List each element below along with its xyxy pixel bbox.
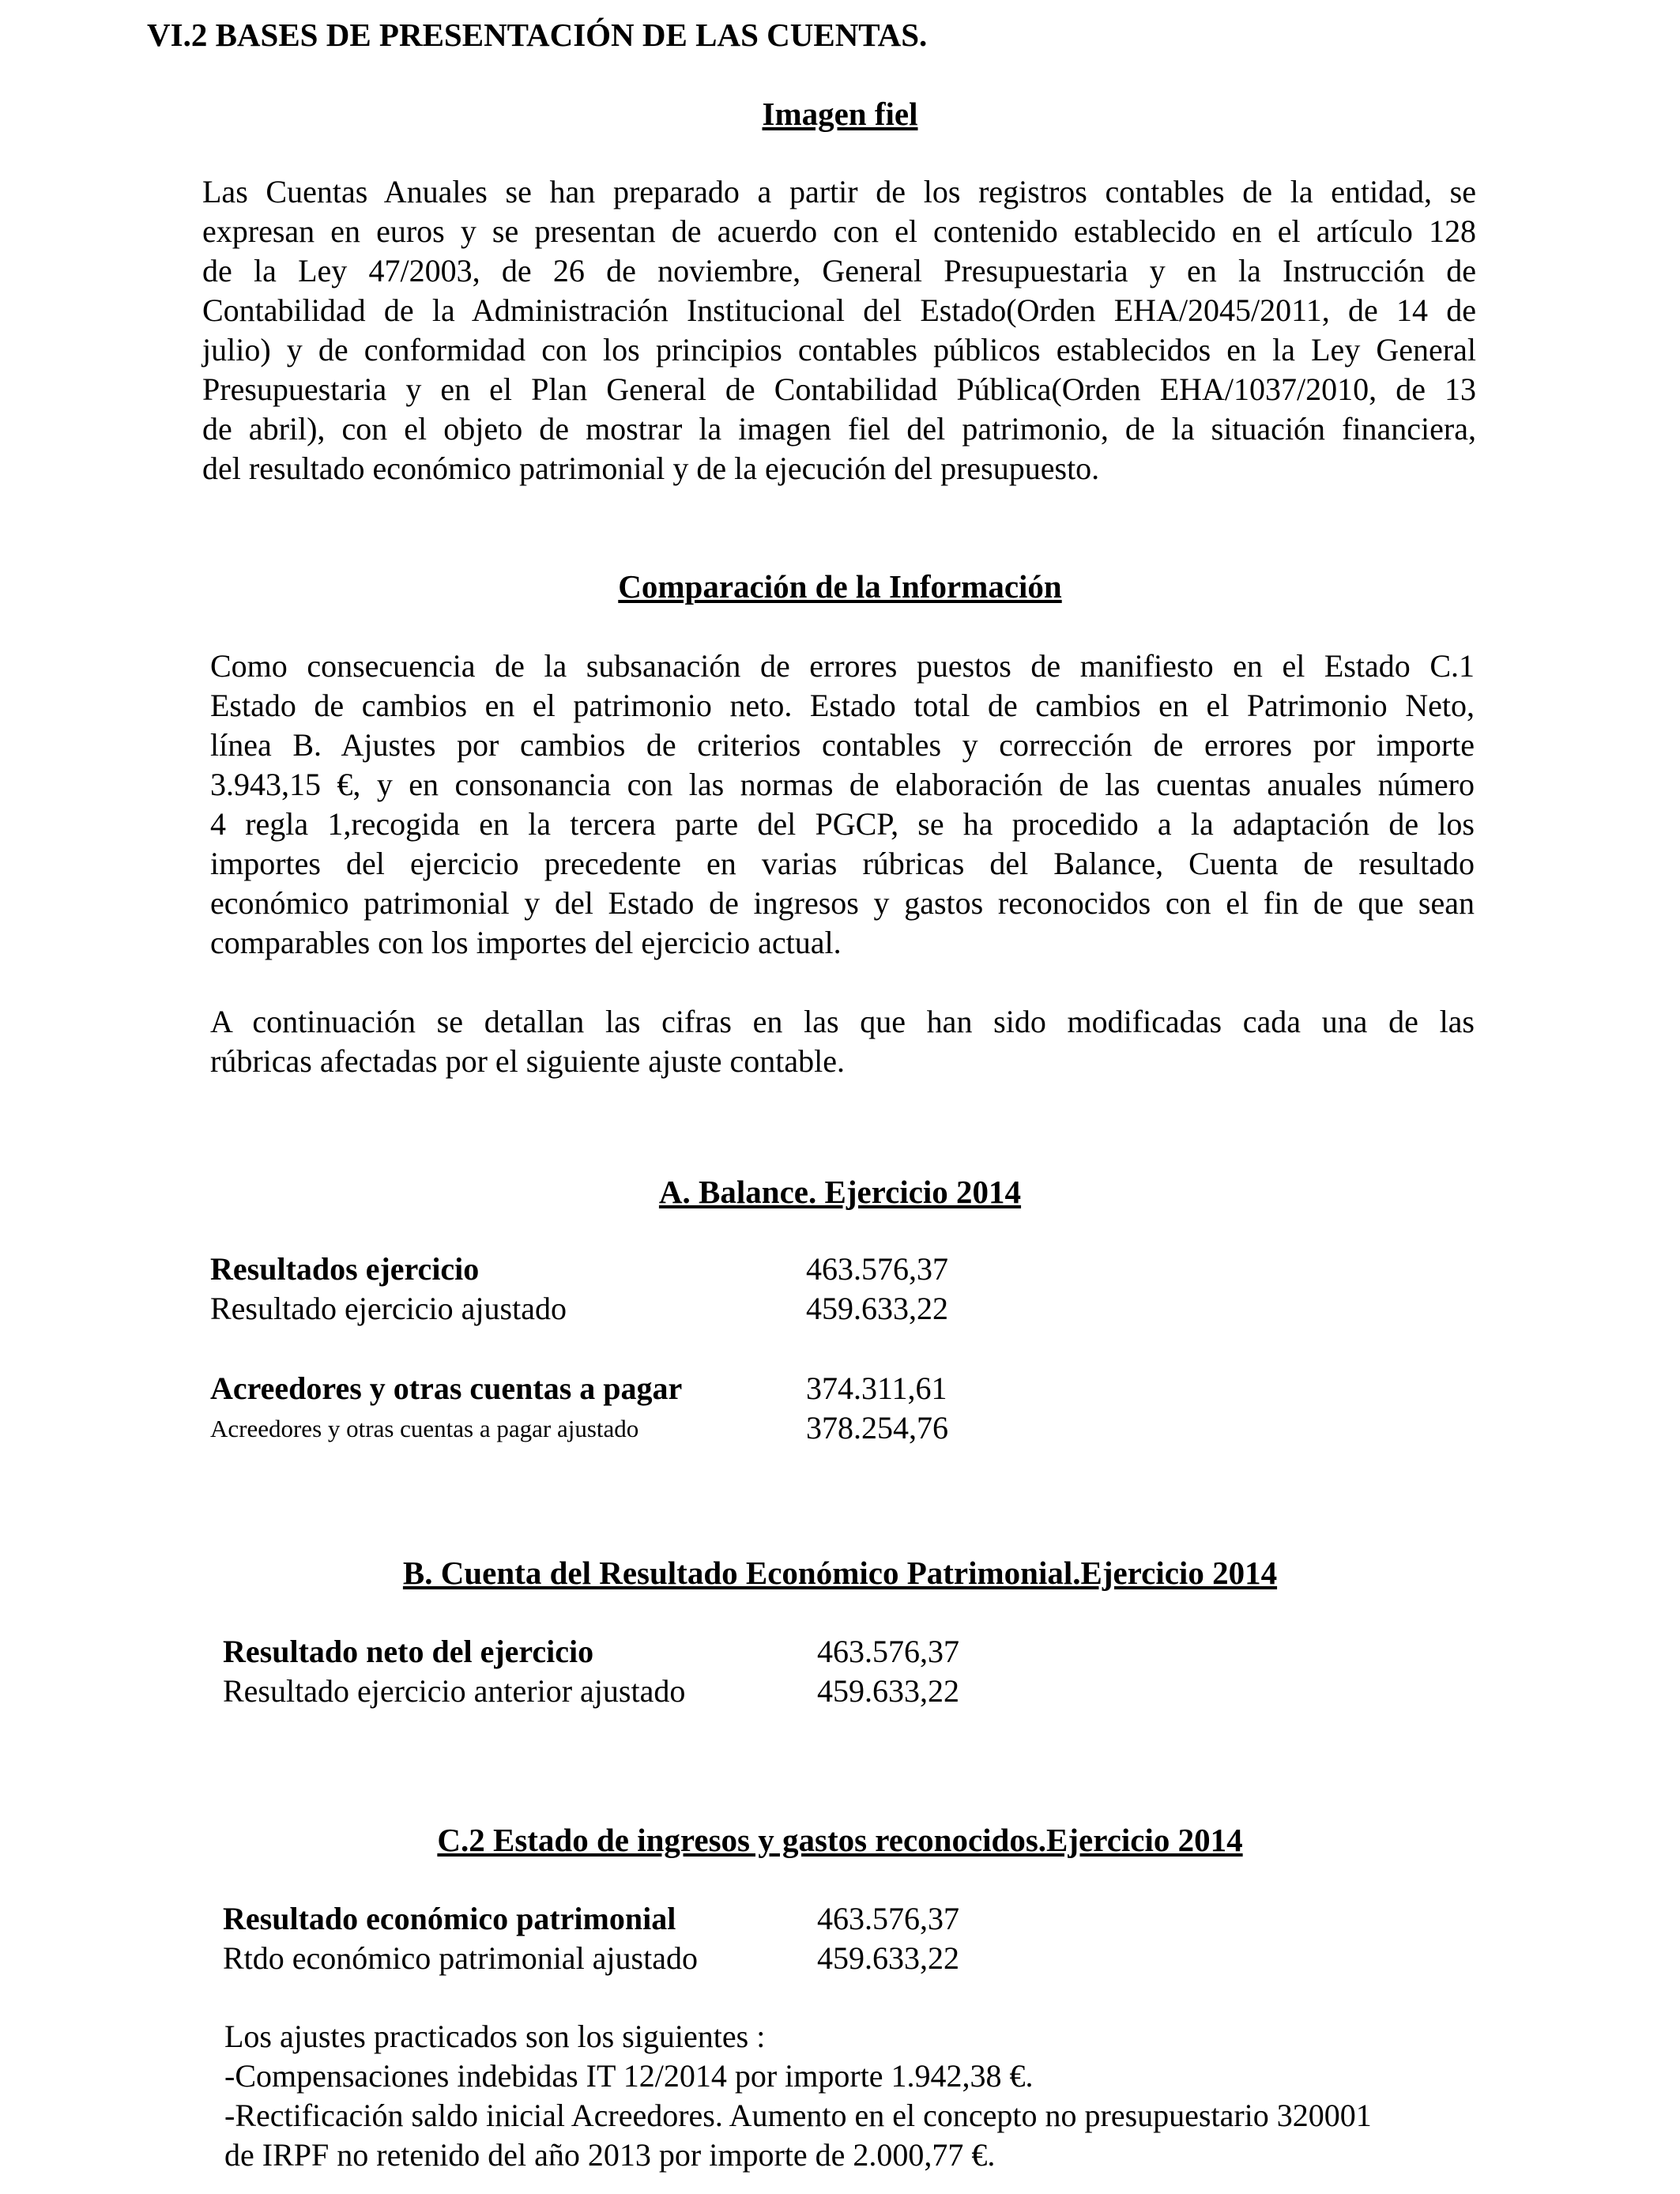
paragraph-line: del resultado económico patrimonial y de la ejecución del presupuesto. [202, 450, 1100, 486]
ajustes-line: -Rectificación saldo inicial Acreedores. Aumento en el concepto no presupuestario 320001 [224, 2098, 1372, 2133]
section-heading-balance: A. Balance. Ejercicio 2014 [658, 1174, 1022, 1210]
paragraph-line: importes del ejercicio precedente en varias rúbricas del Balance, Cuenta de resultado [210, 846, 1475, 881]
section-heading-estado-ingresos: C.2 Estado de ingresos y gastos reconocidos.Ejercicio 2014 [437, 1822, 1243, 1858]
paragraph-imagen-fiel [202, 172, 1476, 488]
balance-row-value: 378.254,76 [806, 1410, 948, 1446]
balance-row-label: Resultados ejercicio [210, 1251, 480, 1287]
paragraph-line: A continuación se detallan las cifras en las que han sido modificadas cada una de las [210, 1004, 1475, 1039]
balance-row-label: Acreedores y otras cuentas a pagar [210, 1370, 683, 1406]
paragraph-line: Las Cuentas Anuales se han preparado a partir de los registros contables de la entidad, se [202, 174, 1476, 209]
ajustes-line: -Compensaciones indebidas IT 12/2014 por importe 1.942,38 €. [224, 2058, 1034, 2094]
section-heading-cuenta-resultado: B. Cuenta del Resultado Económico Patrimonial.Ejercicio 2014 [402, 1555, 1278, 1591]
cuenta-row-value: 459.633,22 [817, 1673, 959, 1709]
paragraph-line: Presupuestaria y en el Plan General de Contabilidad Pública(Orden EHA/1037/2010, de 13 [202, 371, 1476, 407]
estado-row-value: 459.633,22 [817, 1940, 959, 1976]
paragraph-line: económico patrimonial y del Estado de ingresos y gastos reconocidos con el fin de que sean [210, 885, 1475, 921]
paragraph-line: julio) y de conformidad con los principios contables públicos establecidos en la Ley General [202, 332, 1476, 368]
paragraph-continuacion [210, 1002, 1475, 1081]
balance-row-value: 459.633,22 [806, 1291, 948, 1326]
cuenta-row-value: 463.576,37 [817, 1634, 959, 1669]
cuenta-row-label: Resultado neto del ejercicio [223, 1634, 594, 1669]
paragraph-line: 3.943,15 €, y en consonancia con las normas de elaboración de las cuentas anuales número [210, 767, 1475, 802]
ajustes-list [224, 2017, 1372, 2175]
page-title: VI.2 BASES DE PRESENTACIÓN DE LAS CUENTAS. [147, 17, 928, 53]
paragraph-line: de la Ley 47/2003, de 26 de noviembre, General Presupuestaria y en la Instrucción de [202, 253, 1476, 288]
section-heading-imagen-fiel: Imagen fiel [762, 96, 918, 132]
balance-row-label: Acreedores y otras cuentas a pagar ajustado [210, 1415, 639, 1442]
ajustes-line: de IRPF no retenido del año 2013 por importe de 2.000,77 €. [224, 2137, 996, 2173]
paragraph-comparacion [210, 647, 1475, 963]
estado-row-value: 463.576,37 [817, 1901, 959, 1936]
cuenta-row-label: Resultado ejercicio anterior ajustado [223, 1673, 686, 1709]
paragraph-line: Como consecuencia de la subsanación de errores puestos de manifiesto en el Estado C.1 [210, 648, 1475, 684]
paragraph-line: comparables con los importes del ejercicio actual. [210, 925, 842, 960]
paragraph-line: Contabilidad de la Administración Institucional del Estado(Orden EHA/2045/2011, de 14 de [202, 292, 1476, 328]
balance-row-label: Resultado ejercicio ajustado [210, 1291, 567, 1326]
paragraph-line: línea B. Ajustes por cambios de criterios contables y corrección de errores por importe [210, 727, 1475, 763]
estado-row-label: Resultado económico patrimonial [223, 1901, 676, 1936]
balance-row-value: 463.576,37 [806, 1251, 948, 1287]
paragraph-line: expresan en euros y se presentan de acuerdo con el contenido establecido en el artículo 128 [202, 213, 1476, 249]
estado-row-label: Rtdo económico patrimonial ajustado [223, 1940, 698, 1976]
ajustes-line: Los ajustes practicados son los siguientes : [224, 2019, 766, 2054]
paragraph-line: de abril), con el objeto de mostrar la imagen fiel del patrimonio, de la situación financiera, [202, 411, 1476, 447]
balance-row-value: 374.311,61 [806, 1370, 947, 1406]
paragraph-line: rúbricas afectadas por el siguiente ajuste contable. [210, 1043, 845, 1079]
section-heading-comparacion: Comparación de la Información [618, 568, 1062, 605]
paragraph-line: Estado de cambios en el patrimonio neto. Estado total de cambios en el Patrimonio Neto, [210, 688, 1475, 723]
paragraph-line: 4 regla 1,recogida en la tercera parte del PGCP, se ha procedido a la adaptación de los [210, 806, 1475, 842]
